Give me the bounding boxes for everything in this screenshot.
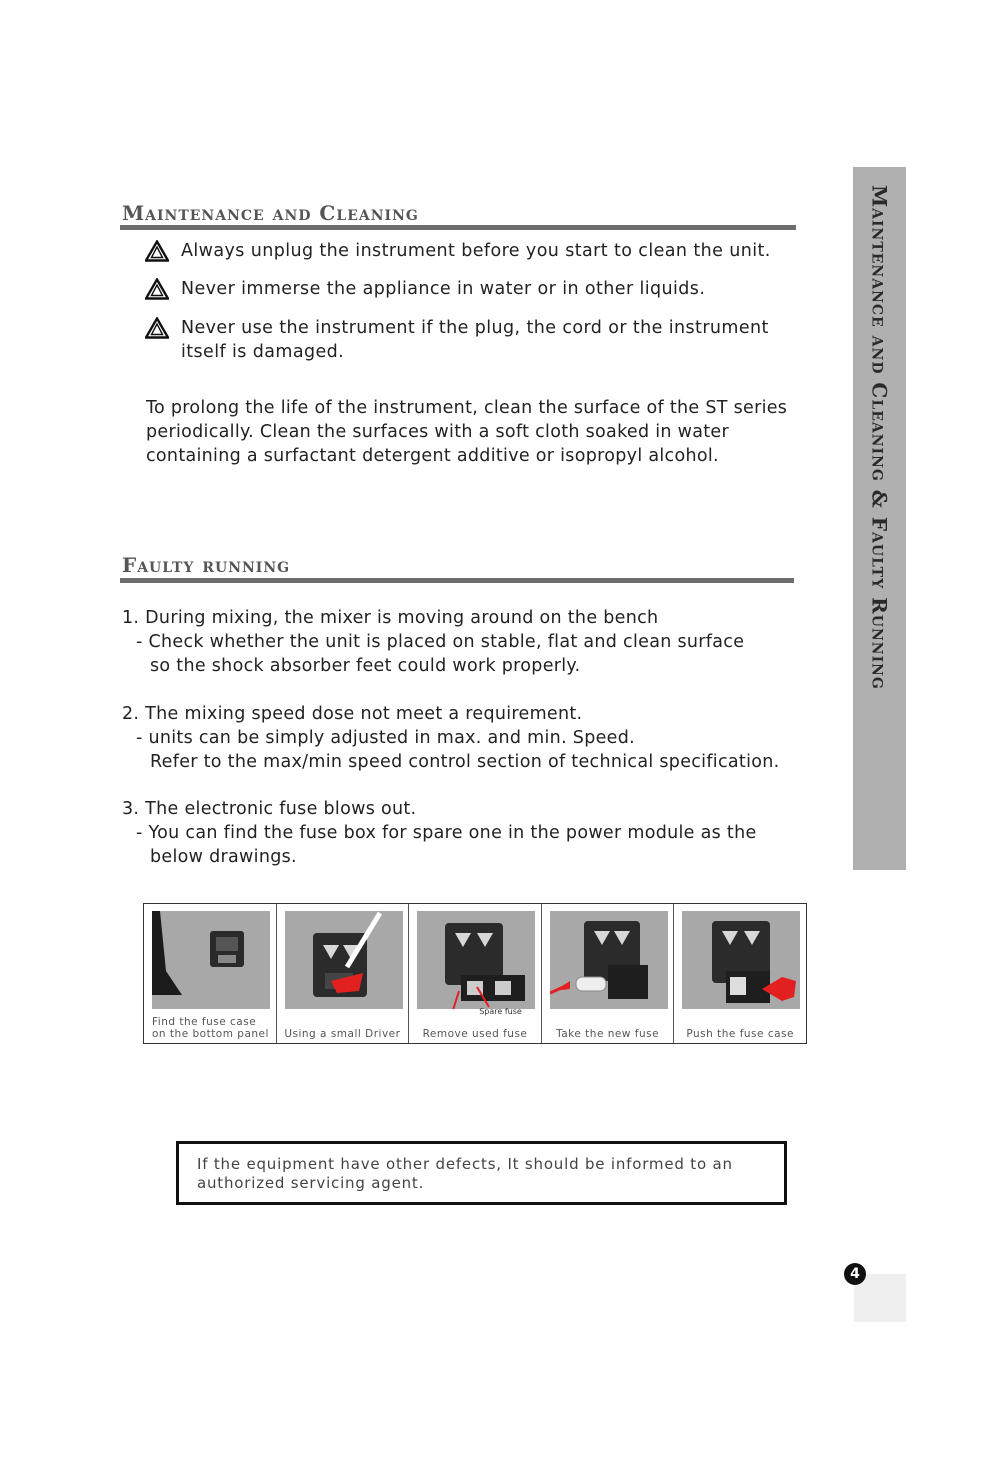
item-sub: - You can find the fuse box for spare one in the power module as the	[136, 823, 757, 843]
page-number: 4	[844, 1263, 866, 1285]
section-title-maintenance: Maintenance and Cleaning	[122, 201, 419, 225]
item-lead: 2. The mixing speed dose not meet a requirement.	[122, 704, 583, 724]
item-sub: - units can be simply adjusted in max. and min. Speed.	[136, 728, 636, 748]
figure-panel-2	[277, 904, 410, 1043]
warning-icon	[145, 240, 169, 262]
figure-caption: Using a small Driver	[284, 1028, 401, 1040]
maintenance-paragraph: To prolong the life of the instrument, clean the surface of the ST series periodically. Clean the surfaces with a soft cloth soaked in water containing a surfactant detergent additive or isopropyl alcohol.	[146, 398, 788, 466]
figure-panel-1	[144, 904, 277, 1043]
notice-box: If the equipment have other defects, It should be informed to an authorized servicing agent.	[176, 1141, 787, 1205]
warning-text: Always unplug the instrument before you start to clean the unit.	[181, 241, 771, 261]
warning-text: Never use the instrument if the plug, the cord or the instrument itself is damaged.	[181, 318, 769, 362]
item-cont: Refer to the max/min speed control section of technical specification.	[150, 752, 780, 772]
list-item	[122, 797, 852, 869]
section-rule	[120, 578, 794, 583]
section-title-faulty: Faulty running	[122, 553, 291, 577]
warning-icon	[145, 317, 169, 339]
figure-caption: Find the fuse case on the bottom panel	[152, 1016, 269, 1040]
section-rule	[120, 225, 796, 230]
fuse-figure	[143, 903, 807, 1044]
screwdriver-image	[285, 911, 403, 1009]
side-tab	[853, 167, 906, 870]
power-module-image	[152, 911, 270, 1009]
item-sub: - Check whether the unit is placed on stable, flat and clean surface	[136, 632, 745, 652]
list-item	[122, 702, 852, 774]
figure-panel-4	[542, 904, 675, 1043]
item-lead: 1. During mixing, the mixer is moving around on the bench	[122, 608, 659, 628]
item-lead: 3. The electronic fuse blows out.	[122, 799, 417, 819]
push-fuse-case-image	[682, 911, 800, 1009]
figure-caption: Remove used fuse	[422, 1028, 528, 1040]
warning-text: Never immerse the appliance in water or in other liquids.	[181, 279, 706, 299]
spare-fuse-label: Spare fuse	[479, 1007, 522, 1016]
figure-caption: Push the fuse case	[686, 1028, 794, 1040]
remove-fuse-image	[417, 911, 535, 1009]
list-item	[122, 606, 852, 678]
figure-caption: Take the new fuse	[556, 1028, 660, 1040]
new-fuse-image	[550, 911, 668, 1009]
warning-icon	[145, 278, 169, 300]
figure-panel-3	[409, 904, 542, 1043]
figure-panel-5	[674, 904, 806, 1043]
item-cont: below drawings.	[150, 847, 297, 867]
item-cont: so the shock absorber feet could work properly.	[150, 656, 581, 676]
side-tab-label: Maintenance and Cleaning & Faulty Running	[867, 185, 892, 690]
